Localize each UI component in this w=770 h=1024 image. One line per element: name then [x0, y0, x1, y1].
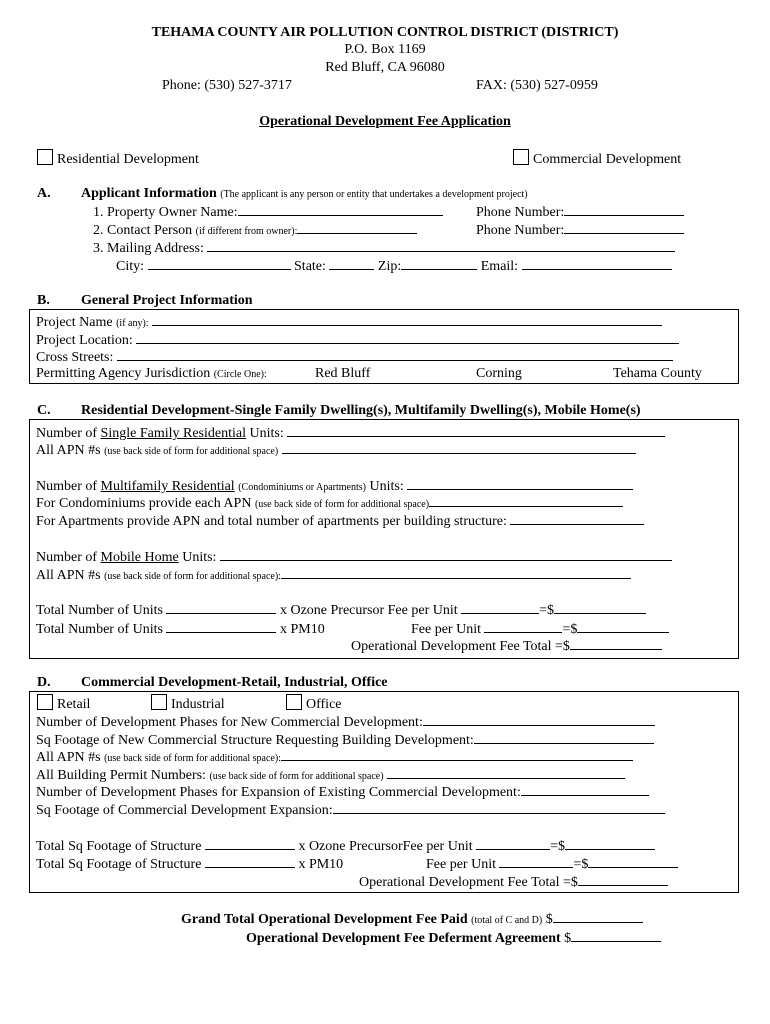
c-pm10-fee-row	[411, 620, 669, 636]
mailing-label: 3. Mailing Address:	[93, 241, 204, 256]
d-eq1: =$	[550, 839, 566, 854]
d-op-total-row	[359, 873, 668, 889]
project-location-row	[36, 331, 679, 347]
residential-checkbox[interactable]	[37, 149, 53, 165]
agency-corning[interactable]: Corning	[476, 366, 522, 381]
commercial-option[interactable]	[513, 149, 681, 168]
retail-checkbox[interactable]	[37, 694, 53, 710]
mh-pre: Number of	[36, 550, 98, 565]
contact-row	[93, 221, 417, 237]
project-location-label: Project Location:	[36, 333, 133, 348]
city-label: City:	[116, 259, 145, 274]
owner-label: 1. Property Owner Name:	[93, 205, 238, 220]
mailing-row	[93, 239, 675, 255]
mf-units-row	[36, 477, 633, 493]
c-op-total-row	[351, 637, 662, 653]
d-total1-field[interactable]	[205, 837, 295, 850]
industrial-label: Industrial	[171, 697, 225, 712]
section-a-title: Applicant Information	[81, 186, 217, 201]
phone1-row	[476, 203, 684, 219]
fax-number: FAX: (530) 527-0959	[476, 78, 598, 93]
phases-exp-field[interactable]	[521, 783, 649, 796]
sf-apn-note: (use back side of form for additional space)	[104, 446, 279, 457]
grand-total-dollar: $	[545, 912, 553, 927]
sqft-new-row	[36, 731, 654, 747]
deferment-dollar: $	[564, 931, 572, 946]
project-location-field[interactable]	[136, 331, 679, 344]
permits-row	[36, 766, 625, 782]
c-op-total-field[interactable]	[570, 637, 662, 650]
c-ozone-fee-field[interactable]	[461, 601, 539, 614]
city-row	[116, 257, 672, 273]
deferment-row	[246, 929, 661, 945]
residential-label: Residential Development	[57, 152, 199, 167]
section-c-letter: C.	[37, 403, 51, 418]
sqft-exp-field[interactable]	[333, 801, 665, 814]
d-ozone-label: x Ozone PrecursorFee per Unit	[298, 839, 473, 854]
org-name: TEHAMA COUNTY AIR POLLUTION CONTROL DISTRICT (DISTRICT)	[151, 25, 619, 40]
section-a-heading	[81, 186, 528, 202]
d-total1-label: Total Sq Footage of Structure	[36, 839, 202, 854]
section-a-letter: A.	[37, 186, 51, 201]
d-apn-note: (use back side of form for additional space):	[104, 753, 281, 764]
contact-note: (if different from owner):	[195, 226, 298, 237]
owner-row	[93, 203, 443, 219]
phases-new-field[interactable]	[423, 713, 655, 726]
cross-streets-row	[36, 348, 673, 364]
c-ozone-label: x Ozone Precursor Fee per Unit	[279, 603, 458, 618]
agency-red-bluff[interactable]: Red Bluff	[315, 366, 371, 381]
c-ozone-total-field[interactable]	[554, 601, 646, 614]
phone2-field[interactable]	[564, 221, 684, 234]
d-op-total-field[interactable]	[578, 873, 668, 886]
phone-number: Phone: (530) 527-3717	[162, 78, 292, 93]
project-name-field[interactable]	[152, 313, 662, 326]
d-op-total-label: Operational Development Fee Total =$	[359, 875, 578, 890]
permits-label: All Building Permit Numbers:	[36, 768, 206, 783]
mh-units-field[interactable]	[220, 548, 672, 561]
c-ozone-row	[36, 601, 646, 617]
section-b-letter: B.	[37, 293, 50, 308]
d-fee-label: Fee per Unit	[426, 857, 496, 872]
d-total2-field[interactable]	[205, 855, 295, 868]
contact-field[interactable]	[297, 221, 417, 234]
mh-post: Units:	[182, 550, 217, 565]
phases-exp-label: Number of Development Phases for Expansion of Existing Commercial Development:	[36, 785, 521, 800]
mailing-field[interactable]	[207, 239, 675, 252]
agency-tehama-county[interactable]: Tehama County	[613, 366, 702, 381]
condo-note: (use back side of form for additional space)	[254, 499, 430, 510]
permits-field[interactable]	[387, 766, 625, 779]
c-pm10-total-field[interactable]	[577, 620, 669, 633]
phases-new-row	[36, 713, 655, 729]
d-total2-label: Total Sq Footage of Structure	[36, 857, 202, 872]
deferment-field[interactable]	[571, 929, 661, 942]
section-c-title: Residential Development-Single Family Dwelling(s), Multifamily Dwelling(s), Mobile Home(s)	[81, 403, 641, 418]
sf-post: Units:	[249, 426, 284, 441]
state-field[interactable]	[329, 257, 374, 270]
section-d-title: Commercial Development-Retail, Industrial, Office	[81, 675, 388, 690]
commercial-label: Commercial Development	[533, 152, 682, 167]
sf-underlined: Single Family Residential	[100, 426, 246, 441]
d-ozone-row	[36, 837, 655, 853]
zip-field[interactable]	[401, 257, 477, 270]
city-field[interactable]	[148, 257, 291, 270]
sf-units-field[interactable]	[287, 424, 665, 437]
office-label: Office	[306, 697, 342, 712]
d-apn-field[interactable]	[281, 748, 633, 761]
owner-field[interactable]	[238, 203, 443, 216]
retail-option[interactable]	[37, 694, 90, 713]
d-ozone-total-field[interactable]	[565, 837, 655, 850]
d-pm10-total-field[interactable]	[588, 855, 678, 868]
po-box: P.O. Box 1169	[344, 42, 426, 57]
industrial-checkbox[interactable]	[151, 694, 167, 710]
sqft-exp-label: Sq Footage of Commercial Development Expansion:	[36, 803, 333, 818]
permits-note: (use back side of form for additional space)	[209, 771, 384, 782]
mf-post: Units:	[369, 479, 404, 494]
contact-label: 2. Contact Person	[93, 223, 193, 238]
mh-apn-note: (use back side of form for additional space):	[104, 571, 281, 582]
section-d-letter: D.	[37, 675, 51, 690]
agency-label: Permitting Agency Jurisdiction	[36, 366, 211, 381]
sf-pre: Number of	[36, 426, 98, 441]
condo-label: For Condominiums provide each APN	[36, 496, 252, 511]
deferment-label: Operational Development Fee Deferment Agreement	[246, 931, 561, 946]
grand-total-field[interactable]	[553, 910, 643, 923]
c-total1-field[interactable]	[166, 601, 276, 614]
section-b-title: General Project Information	[81, 293, 253, 308]
project-name-label: Project Name	[36, 315, 113, 330]
c-pm10-label: x PM10	[279, 622, 325, 637]
sf-apn-label: All APN #s	[36, 443, 101, 458]
grand-total-note: (total of C and D)	[471, 915, 543, 926]
condo-row	[36, 494, 623, 510]
condo-field[interactable]	[429, 494, 623, 507]
sqft-new-label: Sq Footage of New Commercial Structure Requesting Building Development:	[36, 733, 474, 748]
mh-underlined: Mobile Home	[100, 550, 179, 565]
c-eq1: =$	[539, 603, 555, 618]
phone1-label: Phone Number:	[476, 205, 565, 220]
retail-label: Retail	[57, 697, 91, 712]
phases-exp-row	[36, 783, 649, 799]
mh-apn-row	[36, 566, 631, 582]
d-pm10-fee-row	[426, 855, 678, 871]
c-total2-label: Total Number of Units	[36, 622, 163, 637]
mh-units-row	[36, 548, 672, 564]
phone2-label: Phone Number:	[476, 223, 565, 238]
phone2-row	[476, 221, 684, 237]
c-pm10-fee-field[interactable]	[484, 620, 562, 633]
form-title: Operational Development Fee Application	[259, 114, 511, 129]
apt-label: For Apartments provide APN and total number of apartments per building structure:	[36, 514, 507, 529]
c-total1-label: Total Number of Units	[36, 603, 163, 618]
city-state-zip: Red Bluff, CA 96080	[325, 60, 445, 75]
office-option[interactable]	[286, 694, 342, 713]
d-pm10-fee-field[interactable]	[499, 855, 573, 868]
mh-apn-label: All APN #s	[36, 568, 101, 583]
d-apn-row	[36, 748, 633, 764]
office-checkbox[interactable]	[286, 694, 302, 710]
mf-underlined: Multifamily Residential	[100, 479, 235, 494]
sf-apn-field[interactable]	[282, 441, 636, 454]
cross-streets-field[interactable]	[117, 348, 673, 361]
sqft-exp-row	[36, 801, 665, 817]
section-a-note: (The applicant is any person or entity that undertakes a development project)	[220, 189, 528, 200]
mf-units-field[interactable]	[407, 477, 633, 490]
agency-note: (Circle One):	[213, 369, 267, 380]
email-field[interactable]	[522, 257, 672, 270]
c-pm10-row	[36, 620, 325, 636]
grand-total-row	[181, 910, 643, 926]
c-op-total-label: Operational Development Fee Total =$	[351, 639, 570, 654]
sqft-new-field[interactable]	[474, 731, 654, 744]
zip-label: Zip:	[377, 259, 402, 274]
email-label: Email:	[480, 259, 519, 274]
residential-option[interactable]	[37, 149, 199, 168]
phases-new-label: Number of Development Phases for New Commercial Development:	[36, 715, 423, 730]
phone1-field[interactable]	[564, 203, 684, 216]
state-label: State:	[294, 259, 326, 274]
d-eq2: =$	[573, 857, 589, 872]
sf-apn-row	[36, 441, 636, 457]
sf-units-row	[36, 424, 665, 440]
industrial-option[interactable]	[151, 694, 225, 713]
d-apn-label: All APN #s	[36, 750, 101, 765]
apt-row	[36, 512, 644, 528]
agency-row	[36, 366, 267, 382]
commercial-checkbox[interactable]	[513, 149, 529, 165]
c-total2-field[interactable]	[166, 620, 276, 633]
c-fee-label: Fee per Unit	[411, 622, 481, 637]
d-pm10-label: x PM10	[298, 857, 344, 872]
d-ozone-fee-field[interactable]	[476, 837, 550, 850]
project-name-note: (if any):	[116, 318, 149, 329]
mf-pre: Number of	[36, 479, 98, 494]
cross-streets-label: Cross Streets:	[36, 350, 114, 365]
mh-apn-field[interactable]	[281, 566, 631, 579]
grand-total-label: Grand Total Operational Development Fee Paid	[181, 912, 468, 927]
mf-note: (Condominiums or Apartments)	[238, 482, 366, 493]
project-name-row	[36, 313, 662, 329]
d-pm10-row	[36, 855, 343, 871]
apt-field[interactable]	[510, 512, 644, 525]
c-eq2: =$	[562, 622, 578, 637]
